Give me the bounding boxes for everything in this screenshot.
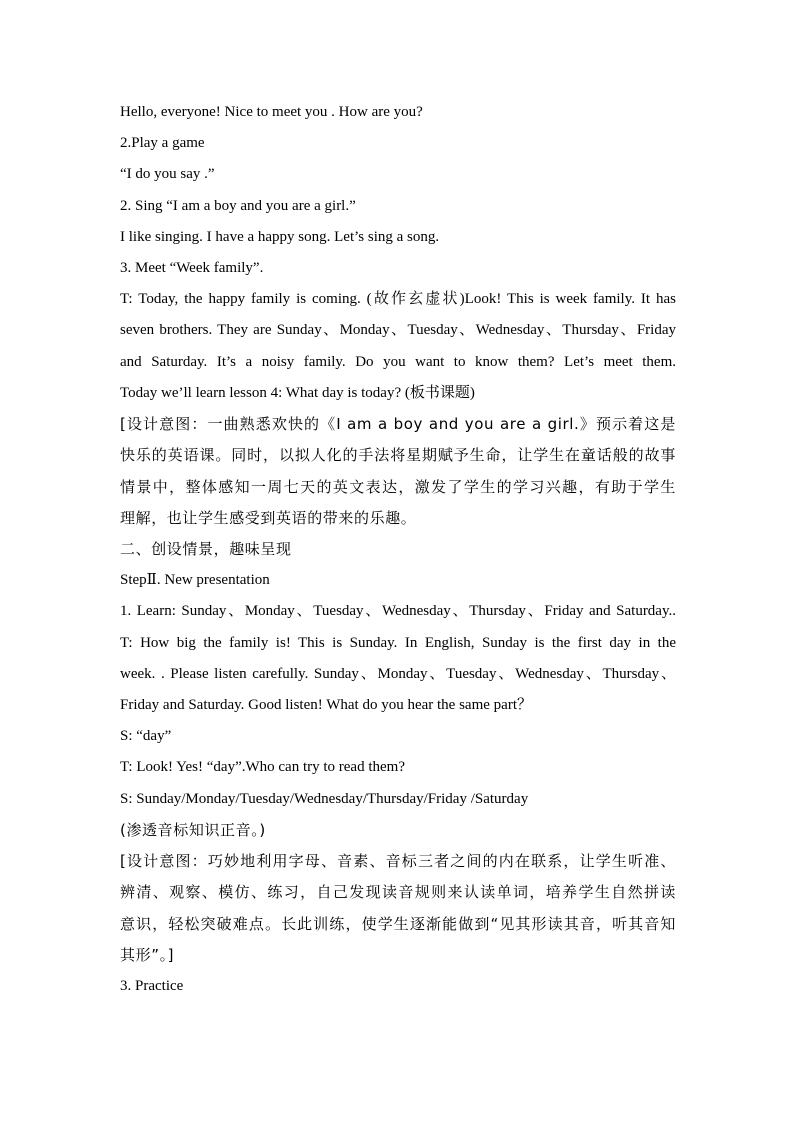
teacher-look-line: T: Look! Yes! “day”.Who can try to read them? <box>120 759 405 775</box>
student-days-line: S: Sunday/Monday/Tuesday/Wednesday/Thursday/Friday /Saturday <box>120 791 529 807</box>
singing-line: I like singing. I have a happy song. Let’s sing a song. <box>120 229 440 245</box>
play-game-heading: 2.Play a game <box>120 135 205 151</box>
game-phrase: “I do you say .” <box>120 166 215 182</box>
teacher-line-2: seven brothers. They are Sunday、Monday、Tuesday、Wednesday、Thursday、Friday <box>120 322 676 338</box>
teacher-line-4: Today we’ll learn lesson 4: What day is today? (板书课题) <box>120 385 475 401</box>
sing-heading: 2. Sing “I am a boy and you are a girl.” <box>120 198 356 214</box>
practice-heading: 3. Practice <box>120 978 184 994</box>
meet-week-family-heading: 3. Meet “Week family”. <box>120 260 264 276</box>
phonics-note: (渗透音标知识正音。) <box>120 821 266 839</box>
design-intent-1-line-4: 理解，也让学生感受到英语的带来的乐趣。 <box>120 509 417 527</box>
teacher-present-line-3: Friday and Saturday. Good listen! What do you hear the same part？ <box>120 697 532 713</box>
section-heading-2: 二、创设情景，趣味呈现 <box>120 540 292 558</box>
design-intent-1-line-2: 快乐的英语课。同时，以拟人化的手法将星期赋予生命，让学生在童话般的故事 <box>120 446 676 464</box>
design-intent-1-line-3: 情景中，整体感知一周七天的英文表达，激发了学生的学习兴趣，有助于学生 <box>120 478 676 496</box>
design-intent-2-line-4: 其形”。] <box>120 946 175 964</box>
design-intent-2-line-3: 意识，轻松突破难点。长此训练，使学生逐渐能做到“见其形读其音，听其音知 <box>120 915 676 933</box>
step-2-heading: StepⅡ. New presentation <box>120 572 270 588</box>
teacher-line-1: T: Today, the happy family is coming. (故作玄虚状)Look! This is week family. It has <box>120 291 676 307</box>
design-intent-1-line-1: [设计意图：一曲熟悉欢快的《I am a boy and you are a girl.》预示着这是 <box>120 415 676 433</box>
learn-line: 1. Learn: Sunday、Monday、Tuesday、Wednesday、Thursday、Friday and Saturday.. <box>120 603 676 619</box>
greeting-line: Hello, everyone! Nice to meet you . How are you? <box>120 104 423 120</box>
design-intent-2-line-1: [设计意图：巧妙地利用字母、音素、音标三者之间的内在联系，让学生听准、 <box>120 852 676 870</box>
design-intent-2-line-2: 辨清、观察、模仿、练习，自己发现读音规则来认读单词，培养学生自然拼读 <box>120 883 676 901</box>
teacher-present-line-2: week. . Please listen carefully. Sunday、Monday、Tuesday、Wednesday、Thursday、 <box>120 666 676 682</box>
teacher-line-3: and Saturday. It’s a noisy family. Do you want to know them? Let’s meet them. <box>120 354 676 370</box>
teacher-present-line-1: T: How big the family is! This is Sunday. In English, Sunday is the first day in the <box>120 635 676 651</box>
student-day-line: S: “day” <box>120 728 172 744</box>
